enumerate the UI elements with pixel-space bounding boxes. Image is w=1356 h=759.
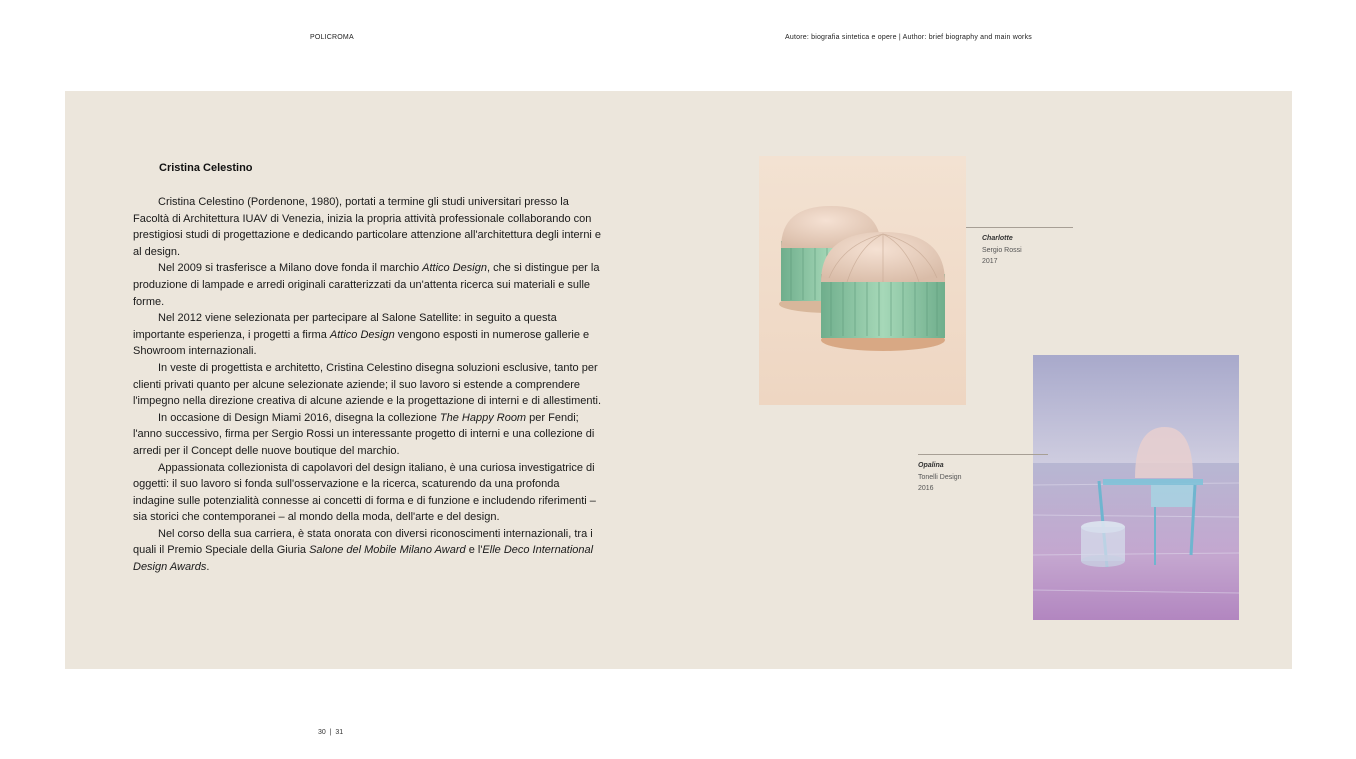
author-name-heading: Cristina Celestino	[159, 162, 253, 174]
running-header-left: POLICROMA	[310, 34, 354, 41]
opalina-vanity-photo	[1033, 355, 1239, 620]
work-title: Opalina	[918, 462, 944, 469]
bio-paragraph-1: Cristina Celestino (Pordenone, 1980), portati a termine gli studi universitari presso la Facoltà di Architettura IUAV di Venezia, inizia la propria attività professionale collaborando con prestigiosi studi di progettazione e dedicando particolare attenzione all'architettura degli interni e al design.	[133, 196, 602, 258]
work-caption-opalina	[918, 460, 962, 495]
work-year: 2017	[982, 258, 998, 265]
bio-paragraph-4: In veste di progettista e architetto, Cristina Celestino disegna soluzioni esclusive, tanto per clienti privati quanto per alcune selezionate aziende; il suo lavoro si estende a comprendere l'impegno nella direzione creativa di alcune aziende e la progettazione di interni e di allestimenti.	[133, 361, 602, 408]
bio-paragraph-2: Nel 2009 si trasferisce a Milano dove fonda il marchio Attico Design, che si distingue per la produzione di lampade e arredi originali caratterizzati da un'attenta ricerca sui materiali e sulle forme.	[133, 262, 600, 308]
work-client: Sergio Rossi	[982, 246, 1022, 254]
work-client: Tonelli Design	[918, 473, 962, 481]
bio-paragraph-5: In occasione di Design Miami 2016, disegna la collezione The Happy Room per Fendi; l'anno successivo, firma per Sergio Rossi un interessante progetto di interni e una collezione di arredi per il Concept delle nuove boutique del marchio.	[133, 411, 595, 457]
bio-paragraph-6: Appassionata collezionista di capolavori del design italiano, è una curiosa investigatrice di oggetti: il suo lavoro si fonda sull'osservazione e la ricerca, scaturendo da una profonda indagine sulle potenzialità connesse ai concetti di forma e di funzione e includendo riferimenti – sia storici che contemporanei – al mondo della moda, dell'arte e del design.	[133, 461, 596, 524]
bio-paragraph-3: Nel 2012 viene selezionata per partecipare al Salone Satellite: in seguito a questa importante esperienza, i progetti a firma Attico Design vengono esposti in numerose gallerie e Showroom internazionali.	[133, 312, 590, 358]
work-year: 2016	[918, 485, 934, 492]
caption-rule-charlotte	[966, 227, 1073, 228]
caption-rule-opalina	[918, 454, 1048, 455]
work-caption-charlotte	[982, 233, 1022, 268]
work-title: Charlotte	[982, 235, 1013, 242]
biography-text	[133, 194, 603, 576]
running-header-right: Autore: biografia sintetica e opere | Author: brief biography and main works	[785, 34, 1032, 41]
bio-paragraph-7: Nel corso della sua carriera, è stata onorata con diversi riconoscimenti internazionali, tra i quali il Premio Speciale della Giuria Salone del Mobile Milano Award e l'Elle Deco International Design Awards.	[133, 527, 594, 574]
charlotte-pouf-photo	[759, 156, 966, 405]
page-numbers: 30 | 31	[318, 729, 344, 736]
